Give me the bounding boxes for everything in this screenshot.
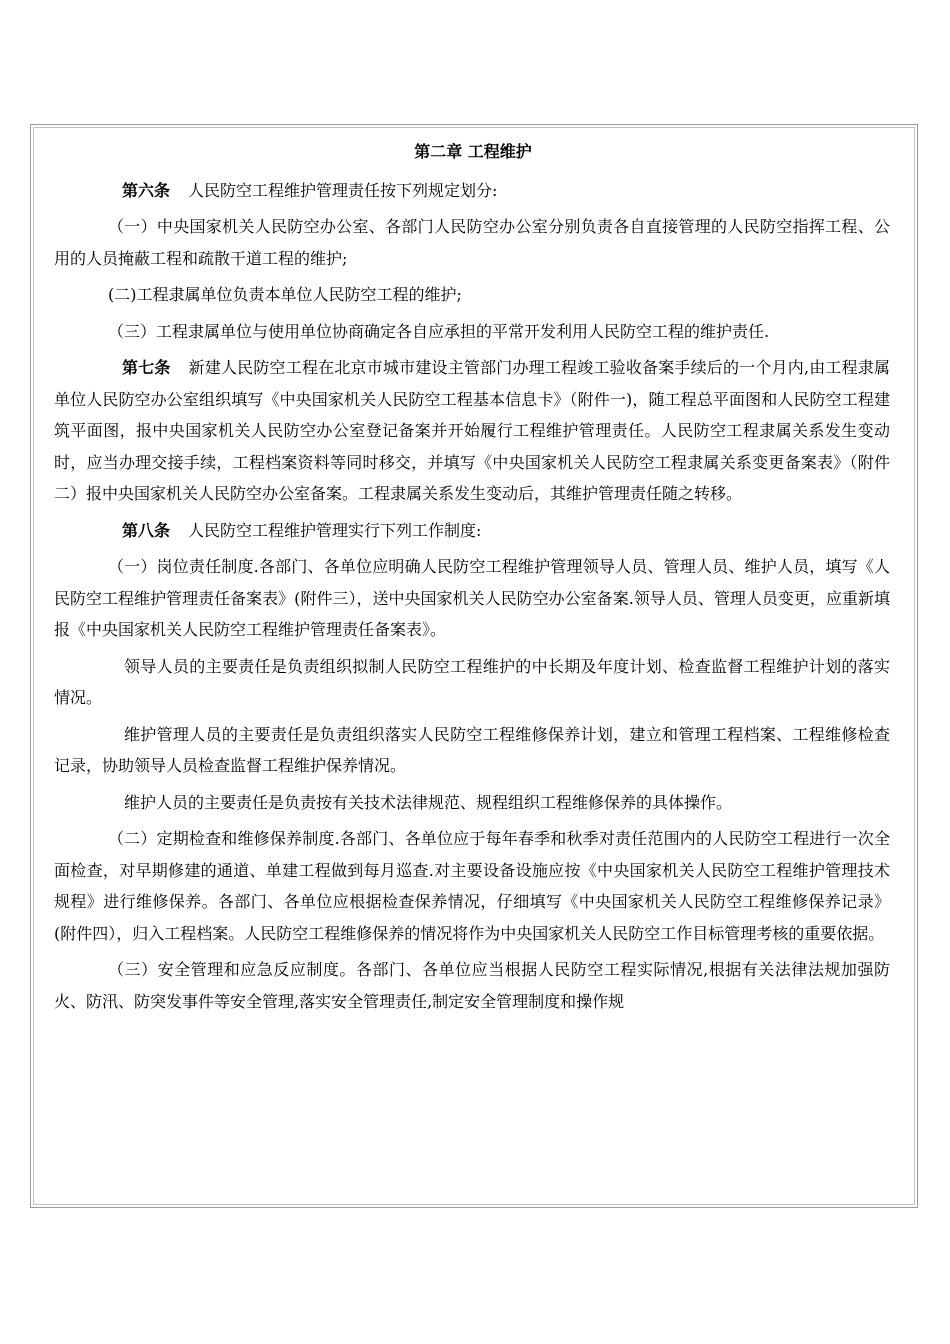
article-6-heading: 第六条: [122, 180, 171, 200]
article-6-item-1: （一）中央国家机关人民防空办公室、各部门人民防空办公室分别负责各自直接管理的人民防空指挥工程、公用的人员掩蔽工程和疏散干道工程的维护;: [54, 217, 890, 268]
chapter-title: 第二章 工程维护: [414, 142, 532, 161]
article-8-heading: 第八条: [122, 520, 171, 540]
article-6-item-3: （三）工程隶属单位与使用单位协商确定各自应承担的平常开发利用人民防空工程的维护责任.: [108, 321, 770, 341]
article-6-text: 人民防空工程维护管理责任按下列规定划分:: [188, 180, 498, 200]
article-8-item-3: （三）安全管理和应急反应制度。各部门、各单位应当根据人民防空工程实际情况,根据有关法律法规加强防火、防汛、防突发事件等安全管理,落实安全管理责任,制定安全管理制度和操作规: [54, 960, 890, 1011]
article-6: [54, 175, 890, 207]
document-body: [54, 136, 890, 1022]
article-8-sub-item-1: 领导人员的主要责任是负责组织拟制人民防空工程维护的中长期及年度计划、检查监督工程维护计划的落实情况。: [54, 656, 890, 707]
article-8-text: 人民防空工程维护管理实行下列工作制度:: [188, 520, 482, 540]
article-7: [54, 352, 890, 510]
article-8: [54, 515, 890, 547]
article-6-item-2: (二)工程隶属单位负责本单位人民防空工程的维护;: [108, 285, 462, 304]
article-8-sub-item-3: 维护人员的主要责任是负责按有关技术法律规范、规程组织工程维修保养的具体操作。: [124, 792, 733, 812]
article-8-sub-item-2: 维护管理人员的主要责任是负责组织落实人民防空工程维修保养计划，建立和管理工程档案、工程维修检查记录，协助领导人员检查监督工程维护保养情况。: [54, 724, 890, 775]
article-8-item-1: （一）岗位责任制度.各部门、各单位应明确人民防空工程维护管理领导人员、管理人员、维护人员，填写《人民防空工程维护管理责任备案表》(附件三），送中央国家机关人民防空办公室备案.领导人员、管理人员变更，应重新填报《中央国家机关人民防空工程维护管理责任备案表》。: [54, 557, 890, 639]
article-7-heading: 第七条: [122, 358, 171, 377]
article-7-text: 新建人民防空工程在北京市城市建设主管部门办理工程竣工验收备案手续后的一个月内,由工程隶属单位人民防空办公室组织填写《中央国家机关人民防空工程基本信息卡》（附件一)，随工程总平面图和人民防空工程建筑平面图，报中央国家机关人民防空办公室登记备案并开始履行工程维护管理责任。人民防空工程隶属关系发生变动时，应当办理交接手续，工程档案资料等同时移交，并填写《中央国家机关人民防空工程隶属关系变更备案表》（附件二）报中央国家机关人民防空办公室备案。工程隶属关系发生变动后，其维护管理责任随之转移。: [54, 358, 890, 503]
article-8-item-2: （二）定期检查和维修保养制度.各部门、各单位应于每年春季和秋季对责任范围内的人民防空工程进行一次全面检查，对早期修建的通道、单建工程做到每月巡查.对主要设备设施应按《中央国家机关人民防空工程维护管理技术规程》进行维修保养。各部门、各单位应根据检查保养情况，仔细填写《中央国家机关人民防空工程维修保养记录》(附件四），归入工程档案。人民防空工程维修保养的情况将作为中央国家机关人民防空工作目标管理考核的重要依据。: [54, 829, 890, 943]
